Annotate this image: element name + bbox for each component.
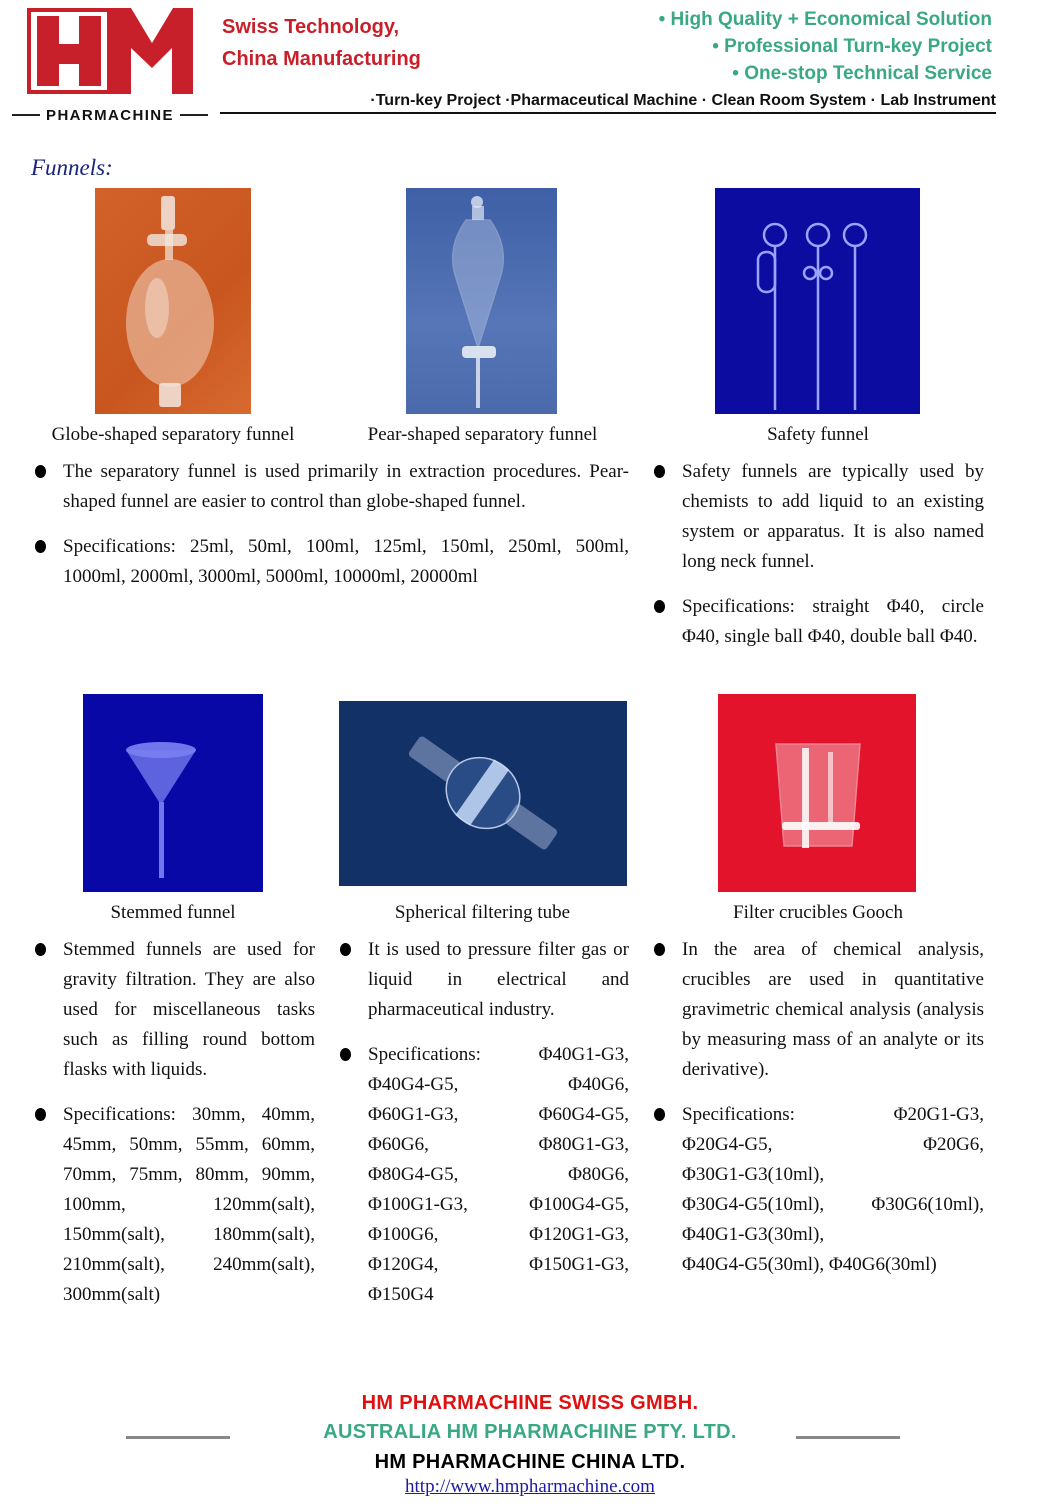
crucible-description: [682, 935, 984, 1295]
bullet-icon: [35, 540, 46, 553]
bullet-icon: [654, 600, 665, 613]
caption-pear-funnel: Pear-shaped separatory funnel: [367, 424, 598, 445]
globe-funnel-icon: [95, 188, 251, 414]
stemmed-funnel-image: [83, 694, 263, 892]
bullet-item: It is used to pressure filter gas or liquid in electrical and pharmaceutical industry.: [368, 935, 629, 1025]
crucible-icon: [718, 694, 916, 892]
caption-filter-crucible: Filter crucibles Gooch: [733, 902, 903, 923]
footer-company-australia: AUSTRALIA HM PHARMACHINE PTY. LTD.: [323, 1421, 737, 1443]
safety-description: [682, 457, 984, 667]
hm-logo-icon: [27, 8, 193, 94]
bullet-icon: [654, 1108, 665, 1121]
bullet-item: Specifications: straight Φ40, circle Φ40, single ball Φ40, double ball Φ40.: [682, 592, 984, 652]
spherical-description: [368, 935, 629, 1325]
bullet-item: The separatory funnel is used primarily in extraction procedures. Pear-shaped funnel are easier to control than globe-shaped funnel.: [63, 457, 629, 517]
spherical-tube-icon: [339, 701, 627, 886]
feature-list: [659, 6, 992, 87]
logo-subtitle: PHARMACHINE: [12, 104, 208, 126]
bullet-item: Specifications: 25ml, 50ml, 100ml, 125ml, 150ml, 250ml, 500ml, 1000ml, 2000ml, 3000ml, 5000ml, 10000ml, 20000ml: [63, 532, 629, 592]
safety-funnel-image: [715, 188, 920, 414]
feature-item: • One-stop Technical Service: [732, 63, 992, 84]
bullet-item: [682, 1100, 984, 1280]
pear-funnel-image: [406, 188, 557, 414]
separatory-description: [63, 457, 629, 607]
stemmed-description: [63, 935, 315, 1325]
caption-safety-funnel: Safety funnel: [767, 424, 869, 445]
caption-stemmed-funnel: Stemmed funnel: [110, 902, 236, 923]
tagline-line1: Swiss Technology,: [222, 16, 400, 38]
feature-item: • Professional Turn-key Project: [712, 36, 992, 57]
bullet-icon: [340, 1048, 351, 1061]
spec-list: Specifications: Φ20G1-G3, Φ20G4-G5, Φ20G6, Φ30G1-G3(10ml), Φ30G4-G5(10ml), Φ30G6(10ml), Φ40G1-G3(30ml), Φ40G4-G5(30ml), Φ40G6(30ml): [682, 1104, 984, 1275]
hm-logo: [27, 8, 193, 94]
feature-item: • High Quality + Economical Solution: [658, 9, 992, 30]
crucible-image: [718, 694, 916, 892]
bullet-icon: [654, 943, 665, 956]
spherical-tube-image: [339, 701, 627, 886]
website-link[interactable]: http://www.hmpharmachine.com: [405, 1476, 655, 1497]
spec-list: Specifications: Φ40G1-G3, Φ40G4-G5, Φ40G6, Φ60G1-G3, Φ60G4-G5, Φ60G6, Φ80G1-G3, Φ80G4-G5, Φ80G6, Φ100G1-G3, Φ100G4-G5, Φ100G6, Φ120G1-G3, Φ120G4, Φ150G1-G3, Φ150G4: [368, 1044, 629, 1305]
caption-spherical-tube: Spherical filtering tube: [394, 902, 571, 923]
footer-company-swiss: HM PHARMACHINE SWISS GMBH.: [361, 1392, 699, 1414]
tagline-line2: China Manufacturing: [222, 48, 421, 70]
footer-company-china: HM PHARMACHINE CHINA LTD.: [374, 1451, 686, 1473]
bullet-icon: [35, 943, 46, 956]
bullet-item: Safety funnels are typically used by chemists to add liquid to an existing system or apparatus. It is also named long neck funnel.: [682, 457, 984, 577]
safety-funnel-icon: [715, 188, 920, 414]
footer-divider-right: [796, 1436, 900, 1439]
bullet-icon: [35, 465, 46, 478]
bullet-item: In the area of chemical analysis, crucibles are used in quantitative gravimetric chemical analysis (analysis by measuring mass of an analyte or its derivative).: [682, 935, 984, 1085]
section-title: Funnels:: [31, 155, 113, 180]
bullet-item: [368, 1040, 629, 1310]
bullet-item: Specifications: 30mm, 40mm, 45mm, 50mm, 55mm, 60mm, 70mm, 75mm, 80mm, 90mm, 100mm, 120mm(salt), 150mm(salt), 180mm(salt), 210mm(salt), 240mm(salt), 300mm(salt): [63, 1100, 315, 1310]
pear-funnel-icon: [406, 188, 557, 414]
bullet-item: Stemmed funnels are used for gravity filtration. They are also used for miscellaneous tasks such as filling round bottom flasks with liquids.: [63, 935, 315, 1085]
bullet-icon: [35, 1108, 46, 1121]
bullet-icon: [654, 465, 665, 478]
bullet-icon: [340, 943, 351, 956]
globe-funnel-image: [95, 188, 251, 414]
caption-globe-funnel: Globe-shaped separatory funnel: [51, 424, 295, 445]
stemmed-funnel-icon: [83, 694, 263, 892]
service-bar: ·Turn-key Project ·Pharmaceutical Machine · Clean Room System · Lab Instrument: [220, 90, 996, 114]
